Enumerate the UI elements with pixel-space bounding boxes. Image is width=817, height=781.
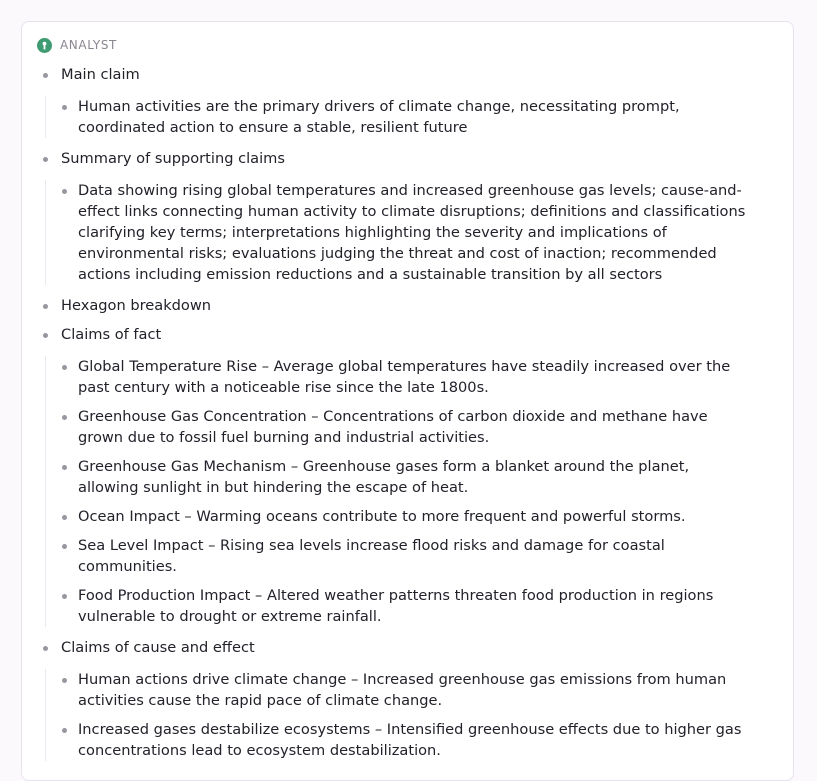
outline-list [22, 64, 795, 771]
section-sublist [45, 356, 750, 627]
list-item: Increased gases destabilize ecosystems – Intensified greenhouse effects due to higher gas concentrations lead to ecosystem destabilization. [78, 719, 750, 761]
list-item: Food Production Impact – Altered weather patterns threaten food production in regions vulnerable to drought or extreme rainfall. [78, 585, 750, 627]
section-sublist [45, 96, 750, 138]
section-item [22, 64, 795, 138]
section-title: Main claim [61, 66, 140, 83]
section-title: Hexagon breakdown [61, 297, 212, 314]
section-item [22, 148, 795, 285]
section-sublist [45, 669, 750, 761]
avatar [37, 38, 52, 53]
section-title: Summary of supporting claims [61, 150, 286, 167]
section-title: Claims of cause and effect [61, 639, 255, 656]
list-item: Data showing rising global temperatures and increased greenhouse gas levels; cause-and-effect links connecting human activity to climate disruptions; definitions and classifications clarifying key terms; interpretations highlighting the severity and implications of environmental risks; evaluations judging the threat and cost of inaction; recommended actions including emission reductions and a sustainable transition by all sectors [78, 180, 750, 285]
message-header [37, 38, 117, 53]
list-item: Greenhouse Gas Concentration – Concentrations of carbon dioxide and methane have grown due to fossil fuel burning and industrial activities. [78, 406, 750, 448]
list-item: Human activities are the primary drivers of climate change, necessitating prompt, coordinated action to ensure a stable, resilient future [78, 96, 750, 138]
role-label: ANALYST [60, 38, 117, 52]
list-item: Human actions drive climate change – Increased greenhouse gas emissions from human activities cause the rapid pace of climate change. [78, 669, 750, 711]
person-icon [40, 41, 49, 50]
list-item: Greenhouse Gas Mechanism – Greenhouse gases form a blanket around the planet, allowing sunlight in but hindering the escape of heat. [78, 456, 750, 498]
list-item: Sea Level Impact – Rising sea levels increase flood risks and damage for coastal communities. [78, 535, 750, 577]
message-card [21, 21, 794, 781]
section-item [22, 324, 795, 627]
section-item [22, 295, 795, 316]
section-sublist [45, 180, 750, 285]
list-item: Global Temperature Rise – Average global temperatures have steadily increased over the past century with a noticeable rise since the late 1800s. [78, 356, 750, 398]
list-item: Ocean Impact – Warming oceans contribute to more frequent and powerful storms. [78, 506, 750, 527]
section-item [22, 637, 795, 761]
section-title: Claims of fact [61, 326, 162, 343]
